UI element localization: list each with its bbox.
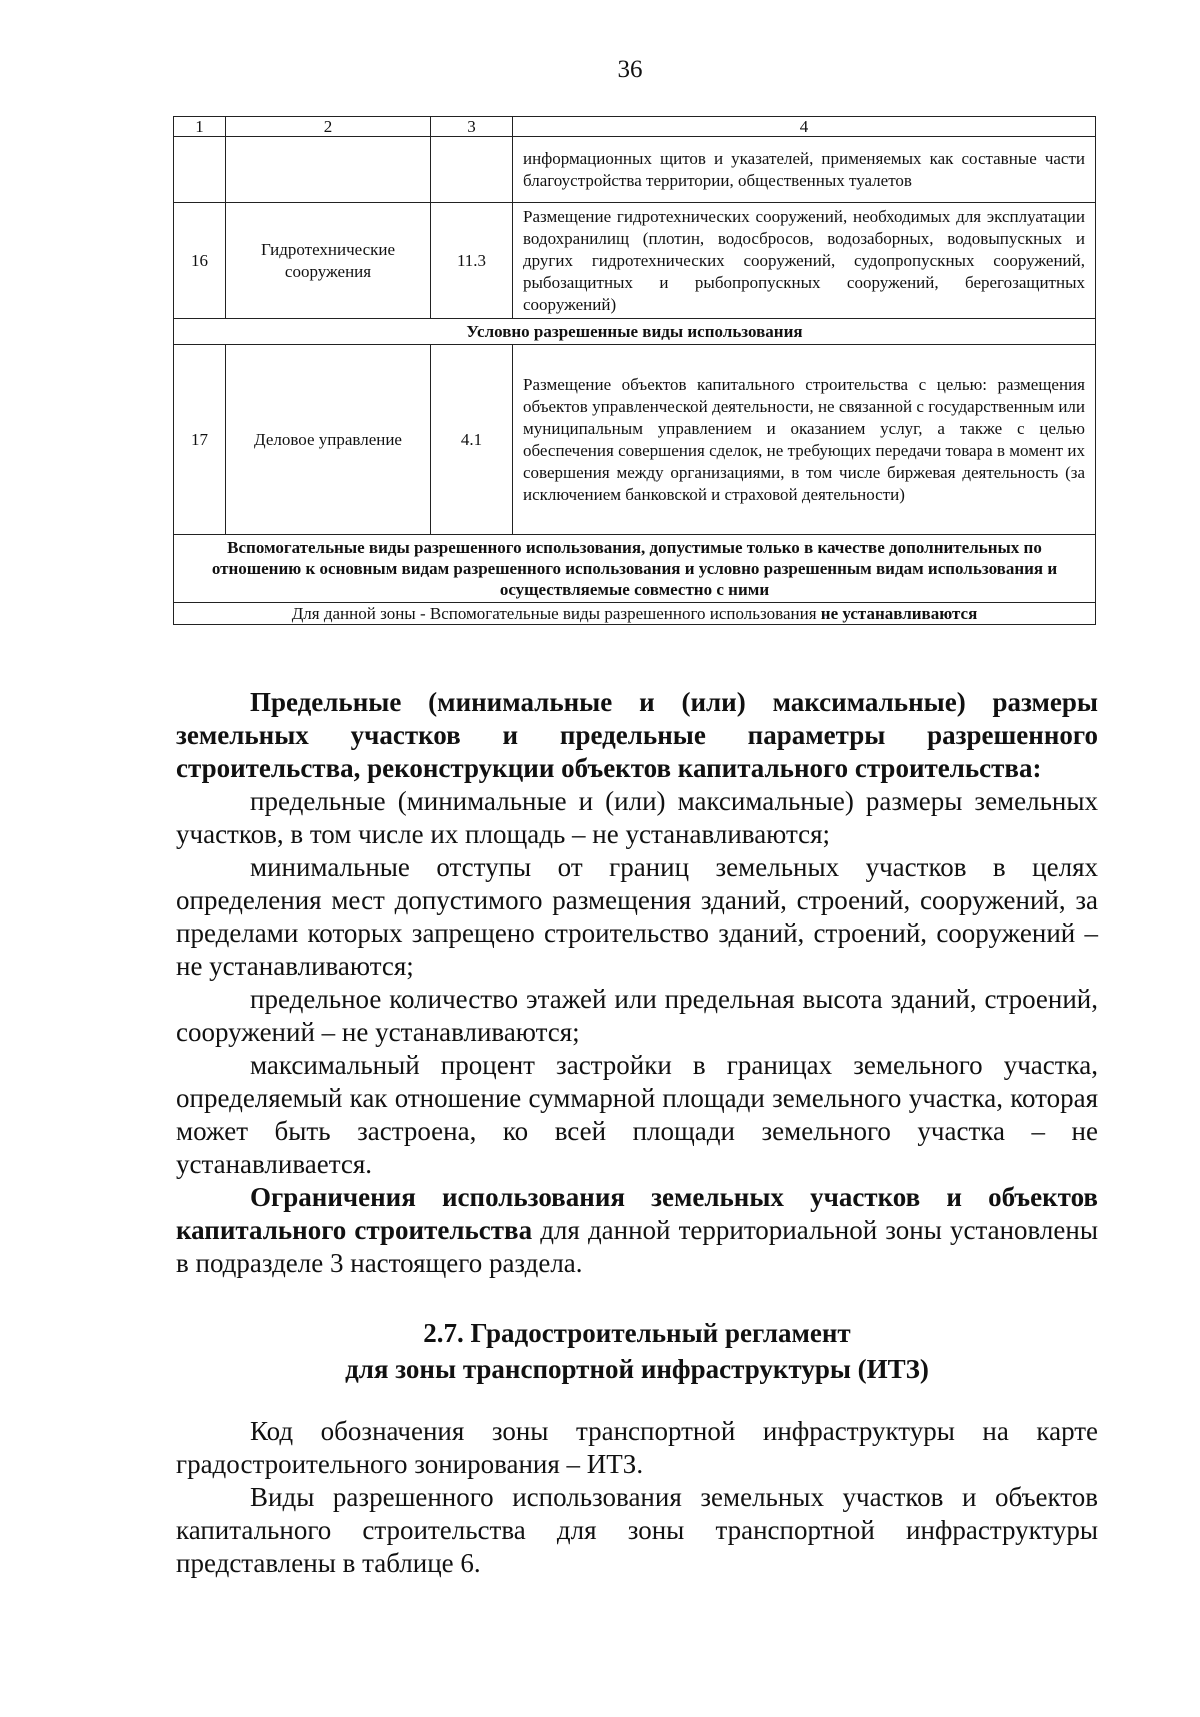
limits-paragraph-2: минимальные отступы от границ земельных участков в целях определения мест допустимого размещения зданий, строений, сооружений, за пределами которых запрещено строительство зданий, строений, сооружений – не устанавливаются; <box>176 852 1098 981</box>
use-type-name: Деловое управление <box>226 345 431 535</box>
conditional-uses-heading: Условно разрешенные виды использования <box>174 319 1096 345</box>
auxiliary-uses-heading: Вспомогательные виды разрешенного использования, допустимые только в качестве дополнительных по отношению к основным видам разрешенного использования и условно разрешенным видам использования и осуществляемые совместно с ними <box>174 535 1096 603</box>
continued-description: информационных щитов и указателей, применяемых как составные части благоустройства территории, общественных туалетов <box>513 137 1096 203</box>
auxiliary-uses-note-row <box>174 603 1096 625</box>
row-number: 16 <box>174 203 226 319</box>
section-title-line-2: для зоны транспортной инфраструктуры (ИТЗ) <box>345 1354 929 1384</box>
table-row-17 <box>174 345 1096 535</box>
section-title-line-1: 2.7. Градостроительный регламент <box>423 1318 851 1348</box>
limits-section <box>176 686 1098 1280</box>
auxiliary-uses-note <box>174 603 1096 625</box>
table-row-16 <box>174 203 1096 319</box>
section-paragraph-2: Виды разрешенного использования земельных участков и объектов капитального строительства для зоны транспортной инфраструктуры представлены в таблице 6. <box>176 1482 1098 1578</box>
use-type-name: Гидротехнические сооружения <box>226 203 431 319</box>
auxiliary-uses-heading-row <box>174 535 1096 603</box>
limits-heading: Предельные (минимальные и (или) максимальные) размеры земельных участков и предельные параметры разрешенного строительства, реконструкции объектов капитального строительства: <box>176 687 1098 783</box>
column-header-1: 1 <box>174 117 226 137</box>
section-paragraph-1: Код обозначения зоны транспортной инфраструктуры на карте градостроительного зонирования – ИТЗ. <box>176 1416 1098 1479</box>
column-header-4: 4 <box>513 117 1096 137</box>
zoning-table <box>173 116 1096 625</box>
section-2-7 <box>176 1315 1098 1580</box>
restrictions-bold-text: Ограничения использования земельных участков и объектов капитального строительства <box>176 1182 1098 1245</box>
limits-paragraph-1: предельные (минимальные и (или) максимальные) размеры земельных участков, в том числе их площадь – не устанавливаются; <box>176 786 1098 849</box>
auxiliary-note-text: Для данной зоны - Вспомогательные виды разрешенного использования <box>291 604 821 623</box>
row-number: 17 <box>174 345 226 535</box>
column-header-2: 2 <box>226 117 431 137</box>
column-header-3: 3 <box>431 117 513 137</box>
page-number: 36 <box>617 56 643 83</box>
table-header-row <box>174 117 1096 137</box>
conditional-uses-heading-row <box>174 319 1096 345</box>
restrictions-paragraph <box>176 1181 1098 1280</box>
limits-paragraph-4: максимальный процент застройки в границах земельного участка, определяемый как отношение суммарной площади земельного участка, которая может быть застроена, ко всей площади земельного участка – не устанавливается. <box>176 1050 1098 1179</box>
auxiliary-note-emphasis: не устанавливаются <box>820 604 978 623</box>
use-type-description: Размещение объектов капитального строительства с целью: размещения объектов управленческой деятельности, не связанной с государственным или муниципальным управлением и оказанием услуг, а также с целью обеспечения совершения сделок, не требующих передачи товара в момент их совершения между организациями, в том числе биржевая деятельность (за исключением банковской и страховой деятельности) <box>513 345 1096 535</box>
limits-paragraph-3: предельное количество этажей или предельная высота зданий, строений, сооружений – не устанавливаются; <box>176 984 1098 1047</box>
use-type-code: 11.3 <box>431 203 513 319</box>
use-type-description: Размещение гидротехнических сооружений, необходимых для эксплуатации водохранилищ (плотин, водосбросов, водозаборных, водовыпускных и других гидротехнических сооружений, судопропускных сооружений, рыбозащитных и рыбопропускных сооружений, берегозащитных сооружений) <box>513 203 1096 319</box>
table-row-continued <box>174 137 1096 203</box>
restrictions-text: для данной территориальной зоны установлены в подразделе 3 настоящего раздела. <box>176 1215 1098 1278</box>
use-type-code: 4.1 <box>431 345 513 535</box>
